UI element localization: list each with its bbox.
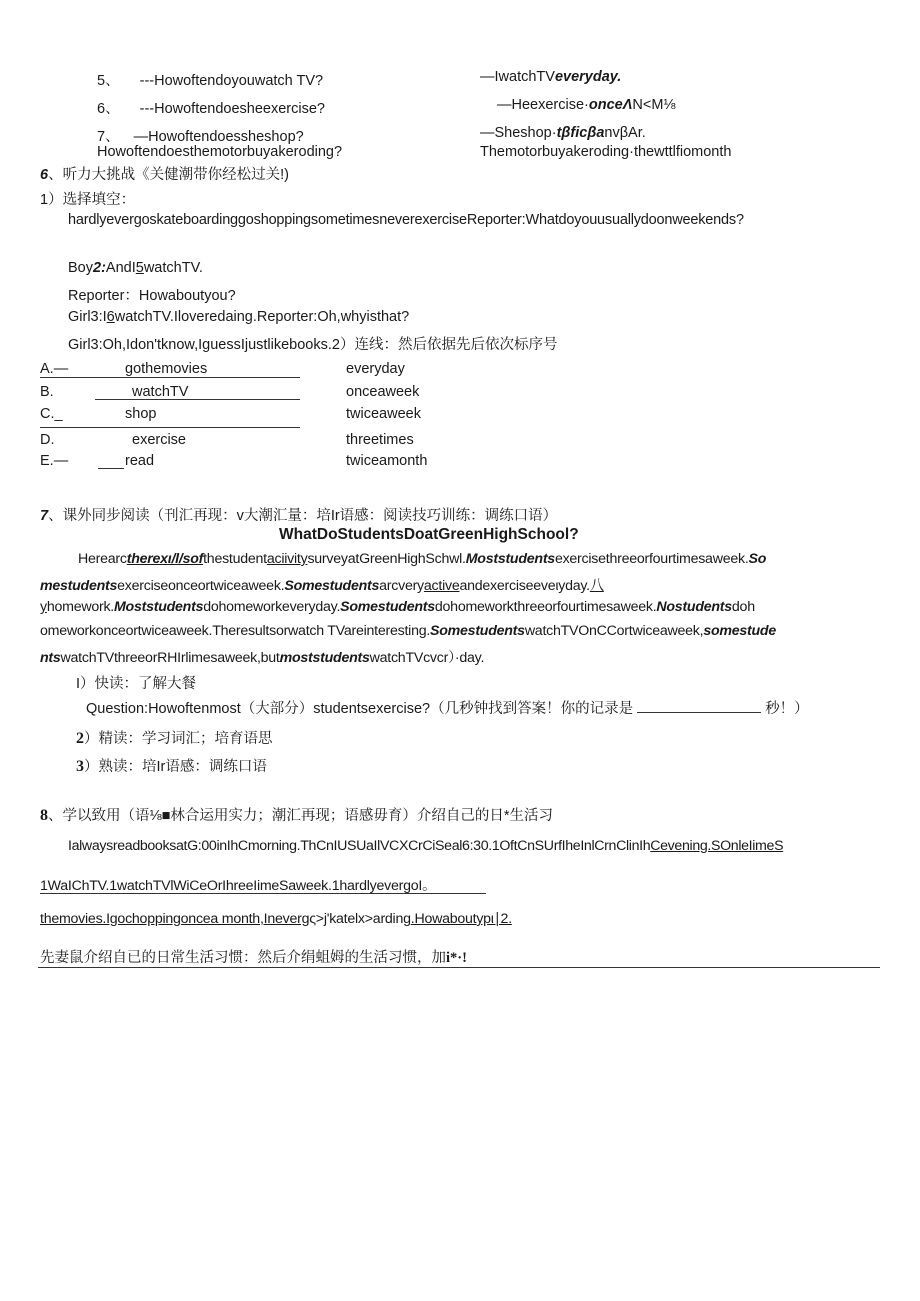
item-7-answer: —Sheshop·tβficβanvβAr. bbox=[480, 125, 646, 141]
girl3-line: Girl3:I6watchTV.Iloveredaing.Reporter:Oh,whyisthat? bbox=[68, 309, 410, 325]
section-6-sub1: 1）选择填空： bbox=[40, 192, 136, 208]
match-left-e: E.— read bbox=[40, 453, 155, 469]
match-left-a: A.— gothemovies bbox=[40, 361, 208, 377]
item-5: 5、 ---Howoftendoyouwatch TV? bbox=[97, 73, 324, 89]
boy2-line: Boy2:AndI5watchTV. bbox=[68, 260, 203, 276]
bottom-rule bbox=[38, 967, 880, 968]
underline-e bbox=[98, 468, 124, 469]
item-6-answer: —Heexercise·onceΛN<M⅛ bbox=[497, 97, 676, 113]
section-7-title: 7、课外同步阅读（刊汇再现：v大潮汇量：培Ir语感：阅读技巧训练：调练口语） bbox=[40, 508, 558, 524]
clipped-line: Howoftendoesthemotorbuyakeroding? Themotorbuyakeroding·thewttlfiomonth bbox=[97, 144, 732, 160]
sec8-line-1: IalwaysreadbooksatG:00inIhCmorning.ThCnIUSUaIlVCXCrCiSeal6:30.1OftCnSUrfIheInlCrnClinIhCevening.SOnleIimeS bbox=[68, 838, 784, 854]
item-7-question: —Howoftendoessheshop? bbox=[133, 129, 304, 145]
sub-q2: 2）精读：学习词汇；培育语思 bbox=[76, 730, 273, 747]
reading-line-5: ntswatchTVthreeorRHIrlimesaweek,butmoststudentswatchTVcvcr）·day. bbox=[40, 650, 485, 666]
answer-blank[interactable] bbox=[637, 700, 761, 713]
match-right-1: everyday bbox=[346, 361, 405, 377]
reading-line-2: mestudentsexerciseonceortwiceaweek.Somestudentsarcveryactiveandexerciseeveιyday.八 bbox=[40, 578, 604, 594]
reading-line-4: omeworkonceortwiceaweek.Theresultsorwatch TVareinteresting.SomestudentswatchTVOnCCortwiceaweek,somestude bbox=[40, 623, 776, 639]
item-6: 6、 ---Howoftendoesheexercise? bbox=[97, 101, 325, 117]
reading-heading: WhatDoStudentsDoatGreenHighSchool? bbox=[279, 526, 579, 543]
item-7: 7、 —Howoftendoessheshop? bbox=[97, 129, 304, 145]
item-5-answer: —IwatchTVeveryday. bbox=[480, 69, 622, 85]
sec8-line-3: themovies.Igochoppingoncea month,Inevergς>j'katelx>arding.Howaboutypι∣2. bbox=[40, 911, 512, 927]
item-5-question: ---Howoftendoyouwatch TV? bbox=[139, 73, 324, 89]
question-line: Question:Howoftenmost（大部分）studentsexercise?（几秒钟找到答案！你的记录是 秒！） bbox=[86, 701, 809, 717]
girl3-line-2: Girl3:Oh,Idon'tknow,IguessIjustlikebooks.2）连线：然后依据先后依次标序号 bbox=[68, 337, 558, 353]
underline-c bbox=[40, 427, 300, 428]
section-8-title: 8、学以致用（语⅛■林合运用实力；潮汇再现；语感毋育）介绍自己的日*生活习 bbox=[40, 807, 553, 824]
underline-a bbox=[40, 377, 300, 378]
match-left-d: D. exercise bbox=[40, 432, 186, 448]
match-left-b: B. watchTV bbox=[40, 384, 189, 400]
item-6-question: ---Howoftendoesheexercise? bbox=[139, 101, 325, 117]
match-left-c: C._ shop bbox=[40, 406, 157, 422]
sub-q1: I）快读：了解大餐 bbox=[76, 676, 197, 692]
underline-l2 bbox=[40, 893, 486, 894]
underline-b bbox=[95, 399, 300, 400]
word-bank-line: hardlyevergoskateboardinggoshoppingsometimesneverexerciseReporter:Whatdoyouusuallydoonweekends? bbox=[68, 212, 744, 228]
match-right-5: twiceamonth bbox=[346, 453, 428, 469]
sec8-line-2: 1WaIChTV.1watchTVlWiCeOrIhreeIimeSaweek.1hardlyevergoI。 bbox=[40, 878, 437, 894]
sub-q3: 3）熟读：培Ir语感：调练口语 bbox=[76, 758, 267, 775]
section-6-title: 6、听力大挑战《关健潮带你经松过关!) bbox=[40, 167, 289, 183]
sec8-task: 先妻鼠介绍自已的日常生活习惯：然后介绢蛆姆的生活习惯，加i*·! bbox=[40, 950, 467, 966]
match-right-4: threetimes bbox=[346, 432, 414, 448]
reading-line-1: Herearctherexι/l/softhestudentaciivitysurveyatGreenHighSchwl.Moststudentsexercisethreeorfourtimesaweek.So bbox=[78, 551, 767, 567]
reading-line-3: yhomework.Moststudentsdohomeworkeveryday.Somestudentsdohomeworkthreeorfourtimesaweek.Nostudentsdoh bbox=[40, 599, 755, 615]
match-right-3: twiceaweek bbox=[346, 406, 421, 422]
match-right-2: onceaweek bbox=[346, 384, 420, 400]
reporter-line: Reporter：Howaboutyou? bbox=[68, 288, 236, 304]
